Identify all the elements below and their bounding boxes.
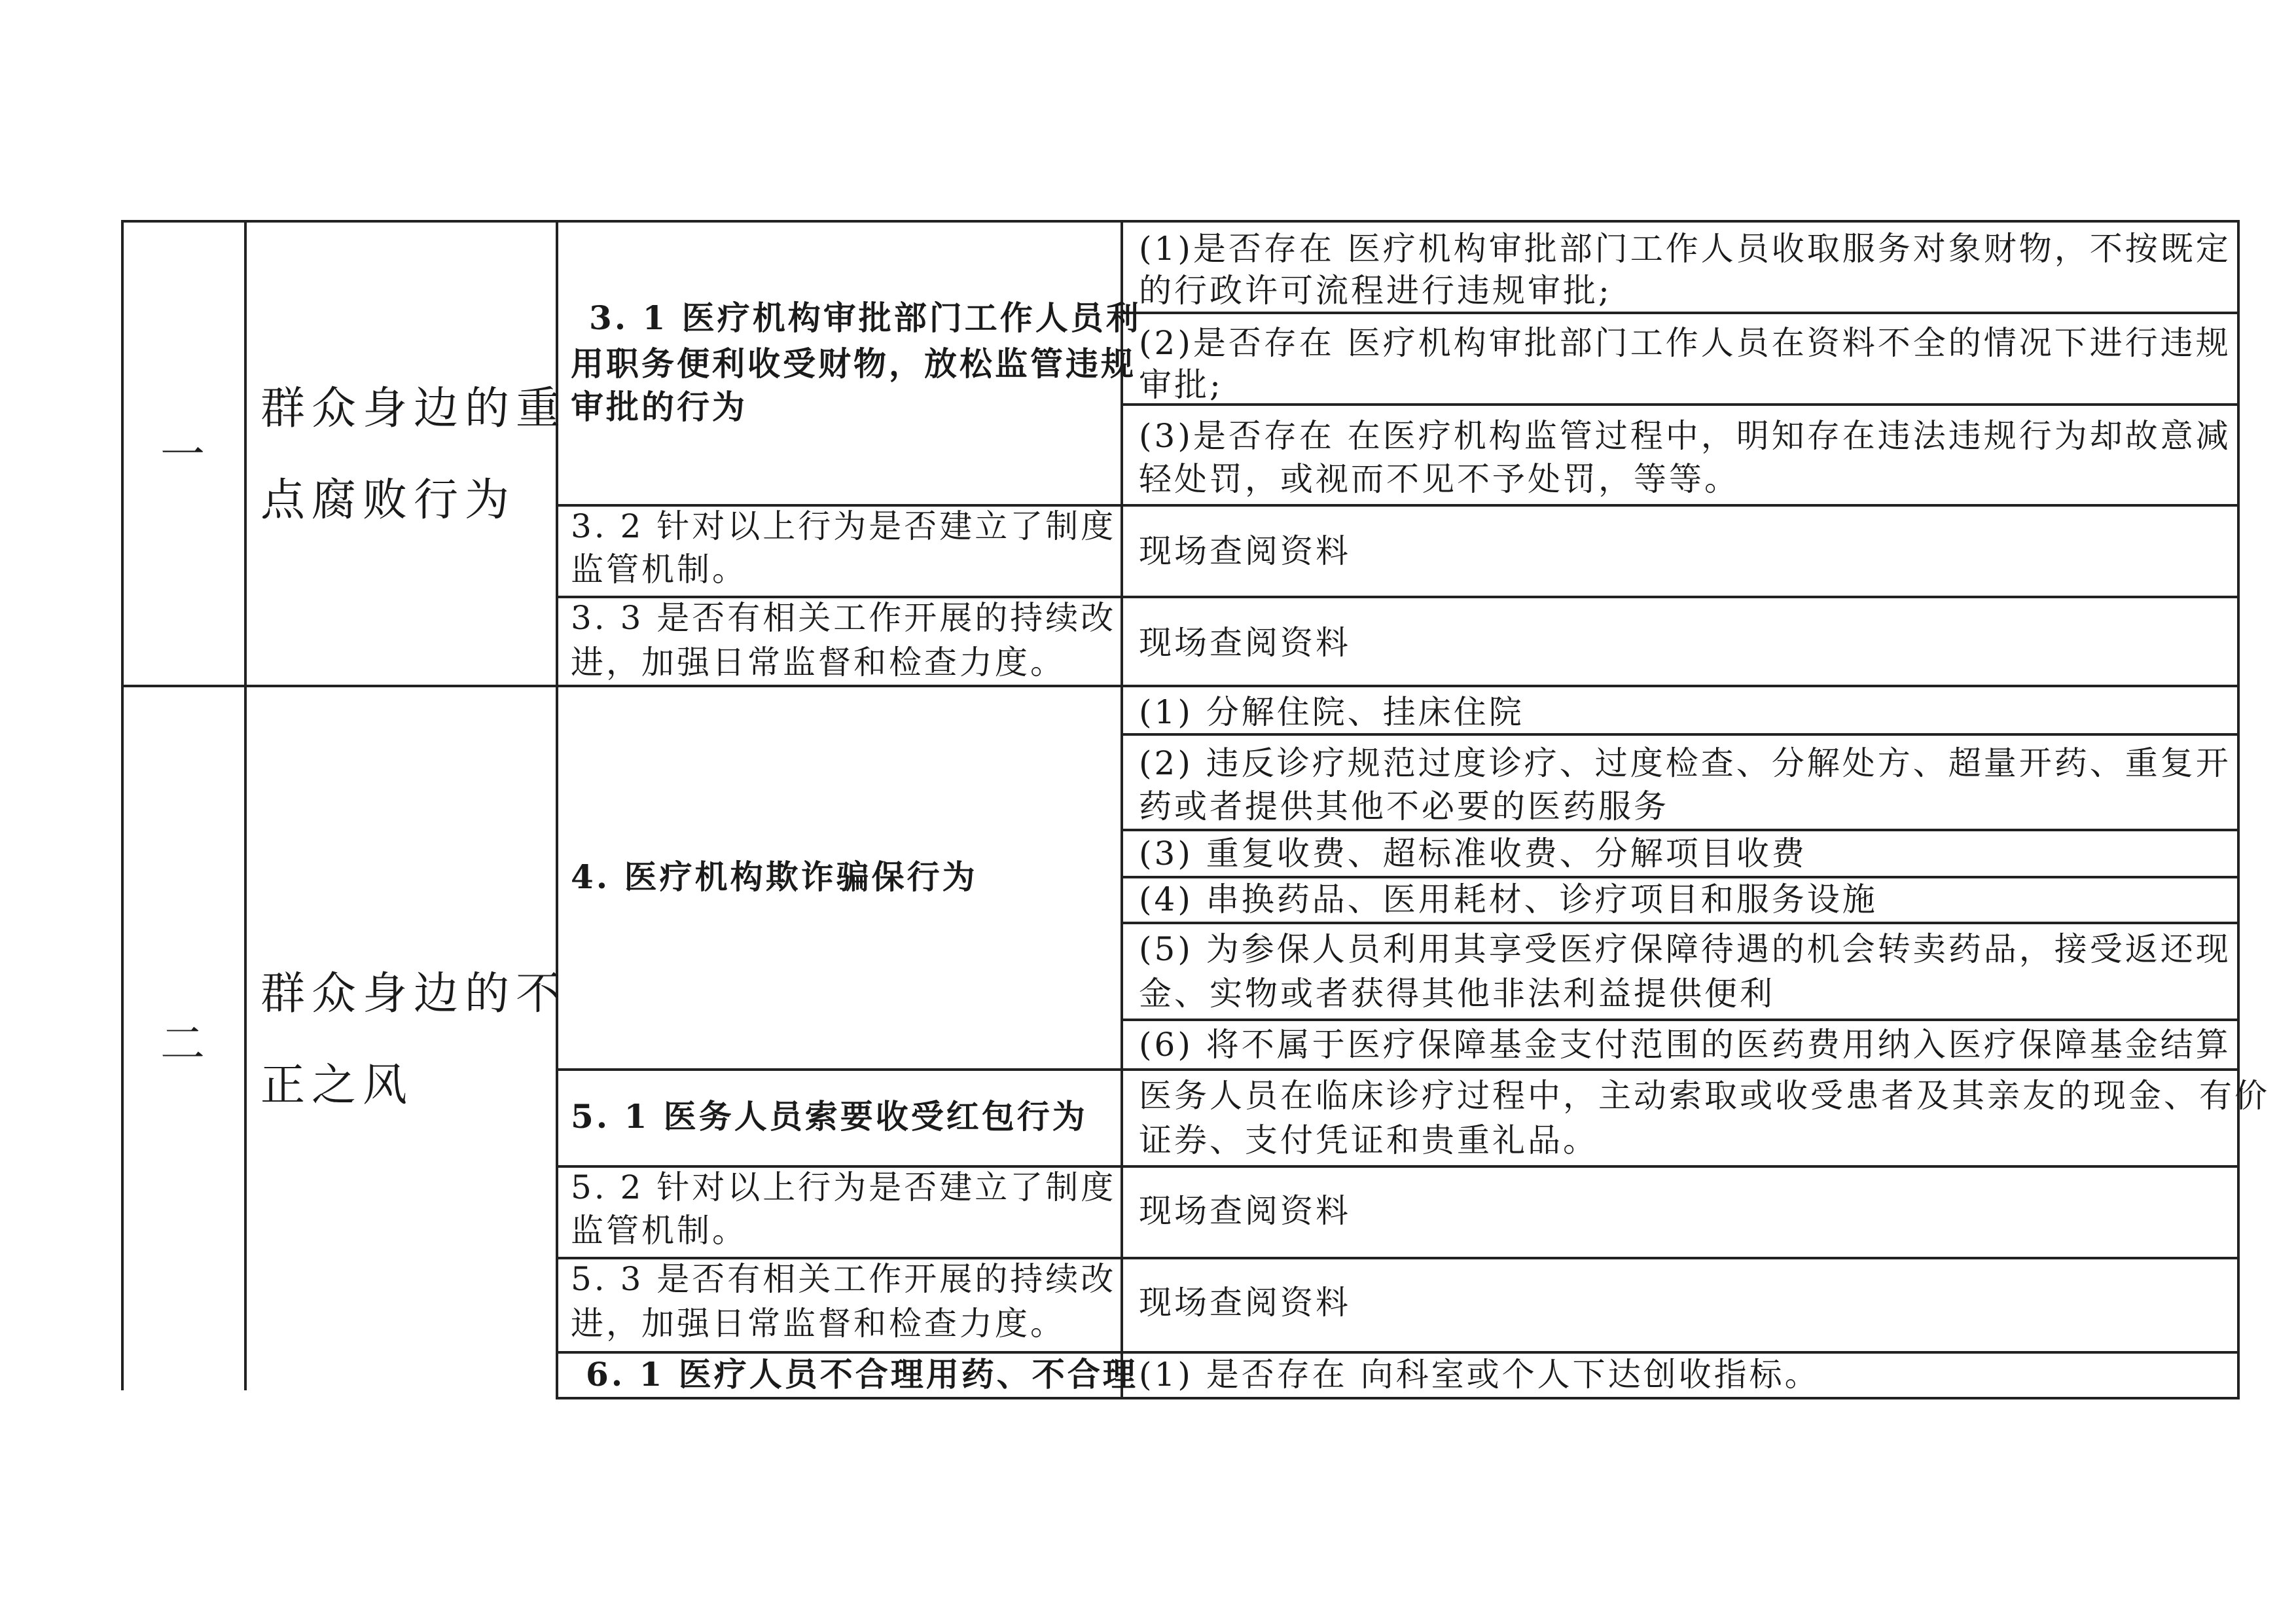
detail-line: 审批;	[1139, 366, 1223, 404]
section-title-line: 正之风	[260, 1060, 414, 1111]
item-label-line: 进，加强日常监督和检查力度。	[571, 643, 1066, 681]
item-label-line: 4. 医疗机构欺诈骗保行为	[571, 857, 978, 896]
detail-line: 金、实物或者获得其他非法利益提供便利	[1139, 975, 1775, 1013]
section-number: 二	[160, 1019, 207, 1070]
detail-line: (6) 将不属于医疗保障基金支付范围的医药费用纳入医疗保障基金结算	[1139, 1026, 2231, 1064]
item-label-line: 用职务便利收受财物，放松监管违规	[571, 344, 1136, 383]
detail-text: 现场查阅资料	[1139, 1284, 1351, 1322]
item-label-line: 监管机制。	[571, 550, 747, 588]
detail-line: 的行政许可流程进行违规审批;	[1139, 272, 1612, 310]
detail-line: (1) 是否存在 向科室或个人下达创收指标。	[1139, 1356, 1820, 1394]
section-title-line: 群众身边的不	[260, 968, 567, 1020]
detail-line: (3)是否存在 在医疗机构监管过程中，明知存在违法违规行为却故意减	[1139, 417, 2231, 455]
section-number: 一	[160, 429, 207, 481]
item-label-line: 监管机制。	[571, 1212, 747, 1250]
item-label-line: 3. 1 医疗机构审批部门工作人员利	[589, 298, 1141, 337]
item-label-line: 进，加强日常监督和检查力度。	[571, 1305, 1066, 1343]
item-label-line: 3. 3 是否有相关工作开展的持续改	[571, 599, 1117, 637]
detail-text: 现场查阅资料	[1139, 532, 1351, 570]
detail-line: (5) 为参保人员利用其享受医疗保障待遇的机会转卖药品，接受返还现	[1139, 930, 2231, 968]
detail-line: (1)是否存在 医疗机构审批部门工作人员收取服务对象财物，不按既定	[1139, 230, 2231, 268]
item-label-line: 6. 1 医疗人员不合理用药、不合理	[586, 1355, 1138, 1394]
detail-line: (4) 串换药品、医用耗材、诊疗项目和服务设施	[1139, 880, 1878, 918]
item-label-line: 5. 3 是否有相关工作开展的持续改	[571, 1260, 1117, 1298]
item-label-line: 审批的行为	[571, 388, 747, 426]
item-label-line: 5. 2 针对以上行为是否建立了制度	[571, 1168, 1117, 1206]
section-title-line: 群众身边的重	[260, 383, 567, 435]
item-label-line: 5. 1 医务人员索要收受红包行为	[571, 1097, 1088, 1136]
section-title-line: 点腐败行为	[260, 475, 516, 526]
detail-line: (1) 分解住院、挂床住院	[1139, 693, 1524, 731]
detail-line: 药或者提供其他不必要的医药服务	[1139, 787, 1669, 825]
detail-line: (2)是否存在 医疗机构审批部门工作人员在资料不全的情况下进行违规	[1139, 324, 2231, 362]
detail-line: (3) 重复收费、超标准收费、分解项目收费	[1139, 835, 1807, 873]
item-label-line: 3. 2 针对以上行为是否建立了制度	[571, 507, 1117, 545]
detail-text: 现场查阅资料	[1139, 624, 1351, 662]
detail-line: (2) 违反诊疗规范过度诊疗、过度检查、分解处方、超量开药、重复开	[1139, 744, 2231, 782]
detail-line: 轻处罚，或视而不见不予处罚，等等。	[1139, 460, 1740, 498]
detail-line: 医务人员在临床诊疗过程中，主动索取或收受患者及其亲友的现金、有价	[1139, 1077, 2270, 1115]
detail-text: 现场查阅资料	[1139, 1192, 1351, 1230]
detail-line: 证券、支付凭证和贵重礼品。	[1139, 1121, 1598, 1159]
